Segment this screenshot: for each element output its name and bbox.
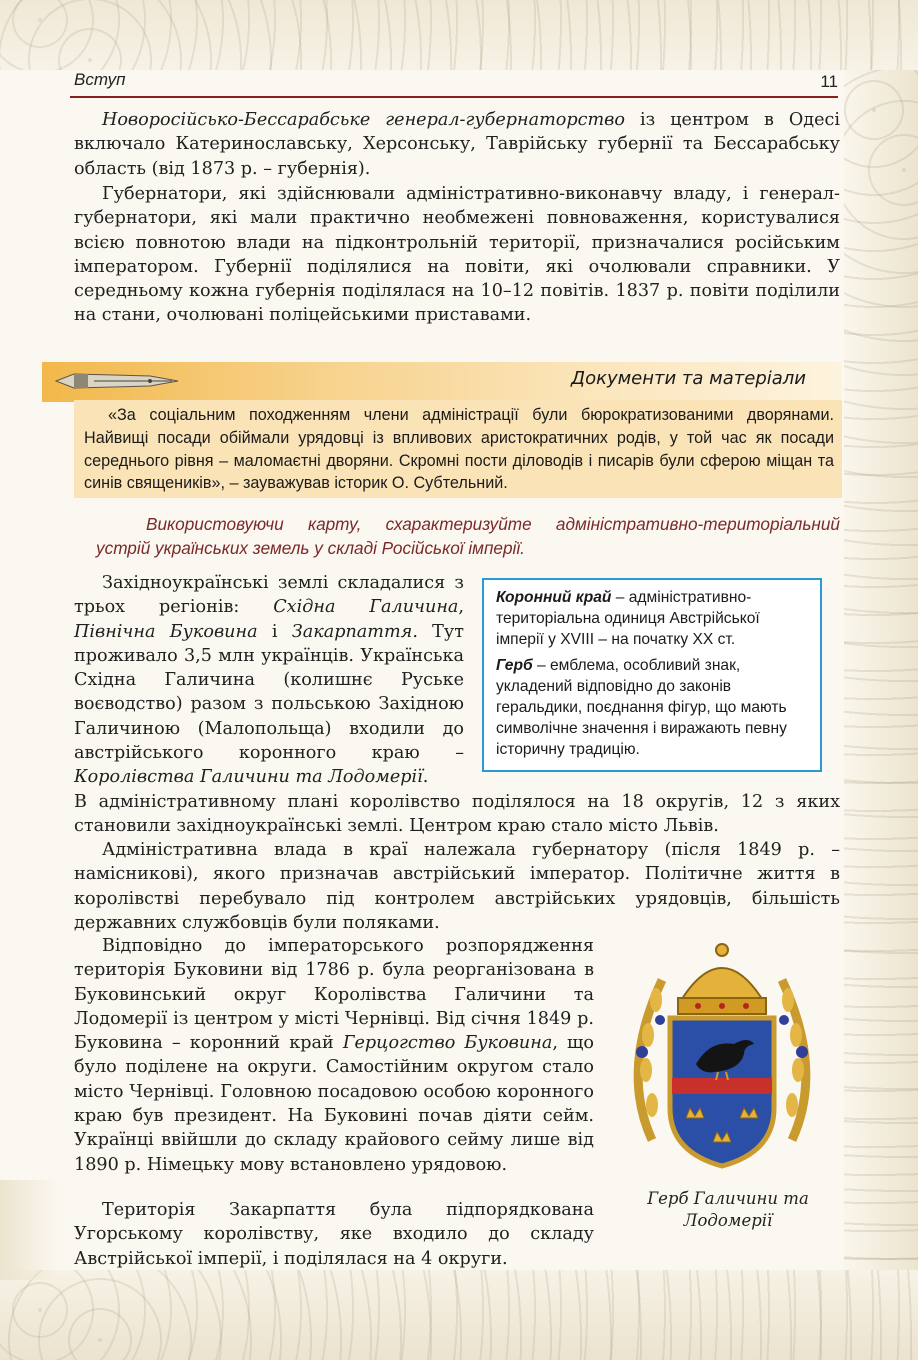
header-divider — [70, 96, 838, 98]
task-question: Використовуючи карту, схарактеризуйте адміністративно-територіальний устрій українських земель у складі Російської імперії. — [96, 514, 840, 558]
paragraph-western-lands-text-b: . Тут проживало 3,5 млн українців. Українська Східна Галичина (колишнє Руське воєводство) разом з польською Західною Галичиною (Малопольща) входили до австрійського коронного краю – — [74, 621, 464, 764]
bottom-ornament — [0, 1270, 918, 1360]
term-novorossiia: Новоросійсько-Бессарабське генерал-губернаторство — [102, 110, 625, 130]
paragraph-western-lands — [74, 571, 464, 790]
glossary-def-crown-land: – адміністративно-територіальна одиниця Австрійської імперії у XVIII – на початку XX ст. — [496, 589, 760, 649]
paragraph-governors: Губернатори, які здійснювали адміністративно-виконавчу владу, і генерал-губернатори, які мали практично необмежені повноваження, користувалися всією повнотою влади на підконтрольній території, призначалися російським імператором. Губернії поділялися на повіти, які очолювали справники. У середньому кожна губернія поділялася на 10–12 повітів. 1837 р. повіти поділили на стани, очолювані поліцейськими приставами. — [74, 184, 840, 326]
region-east-galicia: Східна Галичина — [273, 597, 459, 618]
paragraph-bukovina — [74, 934, 594, 1177]
right-ornament — [844, 70, 918, 1270]
glossary-def-coat-of-arms: – емблема, особливий знак, укладений відповідно до законів геральдики, поєднання фігур, що мають символічне значення і виражають певну історичну традицію. — [496, 656, 787, 759]
left-ornament — [0, 1180, 60, 1280]
documents-title: Документи та матеріали — [571, 368, 806, 389]
glossary-term-coat-of-arms: Герб — [496, 656, 533, 674]
glossary-term-crown-land: Коронний край — [496, 589, 612, 606]
paragraph-novorossiia-text: із центром в Одесі включало Катеринославську, Херсонську, Таврійську губернії та Бессарабську область (від 1873 р. – губернія). — [74, 110, 841, 179]
glossary-entry-coat-of-arms — [496, 655, 808, 761]
paragraph-bukovina-text-b: , що було поділене на округи. Самостійним округом стало місто Чернівці. Головною посадовою особою коронного краю був президент. На Буковині почав діяти сейм. Українці ввійшли до складу крайового сейму лише від 1890 р. Німецьку мову встановлено урядовою. — [74, 1033, 594, 1175]
top-ornament — [0, 0, 918, 70]
glossary-box — [482, 578, 822, 772]
paragraph-bukovina-text-a: Відповідно до імператорського розпорядження територія Буковини від 1786 р. була реорганізована в Буковинський округ Королівства Галичини та Лодомерії із центром у місті Чернівці. Від січня 1849 р. Буковина – коронний край — [74, 936, 594, 1054]
region-sep-1: , — [458, 597, 464, 618]
paragraph-administration: Адміністративна влада в краї належала губернатору (після 1849 р. – намісникові), якого призначав австрійський імператор. Політичне життя в королівстві перебувало під контролем австрійських урядовців, більшість державних службовців були поляками. — [74, 840, 840, 933]
paragraph-western-lands-cont: В адміністративному плані королівство поділялося на 18 округів, 12 з яких становили західноукраїнські землі. Центром краю стало місто Львів. — [74, 792, 840, 837]
paragraph-western-lands-text-c: . — [422, 767, 429, 788]
coat-of-arms-galicia-lodomeria — [622, 940, 822, 1180]
kingdom-galicia-lodomeria: Королівства Галичини та Лодомерії — [74, 767, 423, 788]
fountain-pen-icon — [54, 368, 184, 394]
paragraph-transcarpathia: Територія Закарпаття була підпорядкована Угорському королівству, яке входило до складу Австрійської імперії, і поділялася на 4 округи. — [74, 1200, 594, 1269]
figure-caption: Герб Галичини та Лодомерії — [647, 1189, 809, 1230]
paragraph-western-lands-text-a: Західноукраїнські землі складалися з трьох регіонів: — [74, 573, 464, 618]
page-number: 11 — [820, 72, 838, 91]
section-label: Вступ — [74, 70, 126, 89]
documents-quote: «За соціальним походженням члени адміністрації були бюрократизованими дворянами. Найвищі посади обіймали урядовці із впливових аристократичних родів, у той час як посади середнього рівня – маломаєтні дворяни. Скромні пости діловодів і писарів були сферою міщан та синів священиків», – зауважував історик О. Субтельний. — [74, 400, 842, 498]
duchy-bukovina: Герцогство Буковина — [342, 1033, 553, 1054]
glossary-entry-crown-land — [496, 587, 808, 651]
region-north-bukovina: Північна Буковина — [74, 621, 258, 642]
region-sep-2: і — [257, 621, 292, 642]
region-transcarpathia: Закарпаття — [291, 621, 413, 642]
paragraph-novorossiia — [74, 108, 840, 181]
